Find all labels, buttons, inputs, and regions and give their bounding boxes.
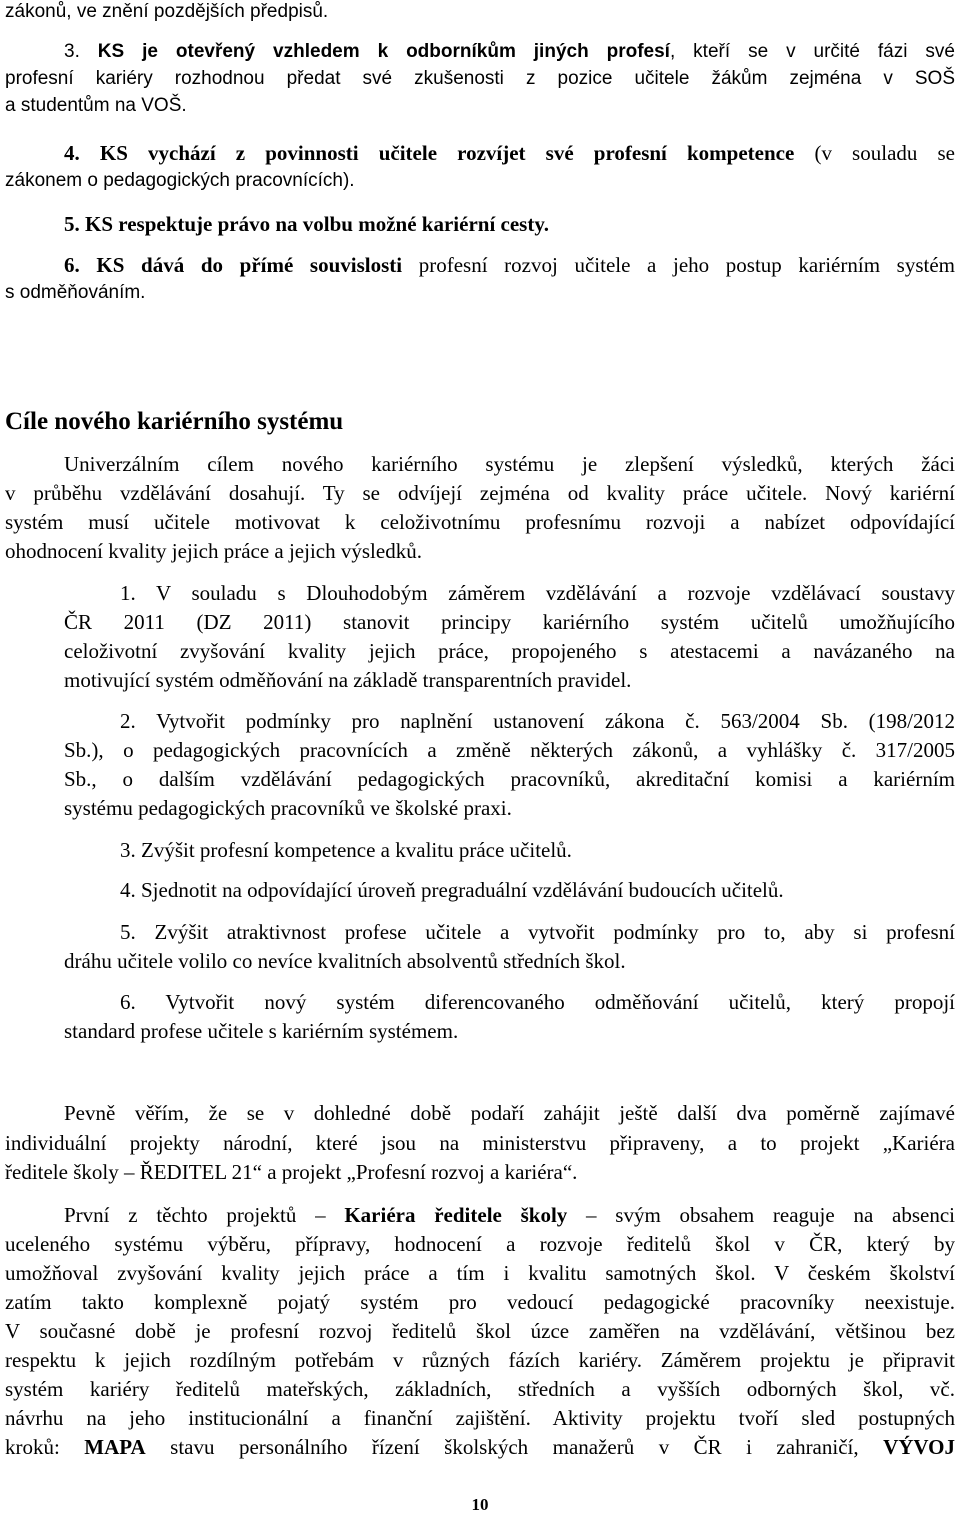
intro-line-1: Univerzálním cílem nového kariérního systému je zlepšení výsledků, kterých žáci <box>64 452 955 476</box>
item-number: 6. <box>64 253 80 277</box>
goal-2-line-3: Sb., o dalším vzdělávání pedagogických pracovníků, akreditační komisi a kariérním <box>64 767 955 791</box>
item-number: 4. <box>64 141 80 165</box>
closing-p2-line-8: návrhu na jeho institucionální a finanční zajištění. Aktivity projektu tvoří sled postupných <box>5 1406 955 1430</box>
item-bold-text: KS vychází z povinnosti učitele rozvíjet své profesní kompetence <box>99 141 795 165</box>
p2-bold-vyvoj: VÝVOJ <box>883 1435 956 1459</box>
p2-bold-mapa: MAPA <box>84 1435 146 1459</box>
goal-1-line-4: motivující systém odměňování na základě transparentních pravidel. <box>64 668 632 692</box>
list-item-3-line2: profesní kariéry rozhodnou předat své zkušenosti z pozice učitele žákům zejména v SOŠ <box>5 68 955 89</box>
goal-5-line-1: 5. Zvýšit atraktivnost profese učitele a vytvořit podmínky pro to, aby si profesní <box>120 920 955 944</box>
p2-text: stavu personálního řízení školských manažerů v ČR i zahraničí, <box>145 1435 884 1459</box>
p2-text: První z těchto projektů – <box>64 1203 345 1227</box>
item-bold-text: KS je otevřený vzhledem k odborníkům jiných profesí <box>97 41 670 62</box>
closing-p1-line-1: Pevně věřím, že se v dohledné době podaří zahájit ještě další dva poměrně zajímavé <box>64 1101 955 1125</box>
goal-2-line-1: 2. Vytvořit podmínky pro naplnění ustanovení zákona č. 563/2004 Sb. (198/2012 <box>120 709 955 733</box>
closing-p1-line-3: ředitele školy – ŘEDITEL 21“ a projekt „Profesní rozvoj a kariéra“. <box>5 1160 578 1184</box>
goal-6-line-2: standard profese učitele s kariérním systémem. <box>64 1019 459 1043</box>
p2-text: kroků: <box>5 1435 85 1459</box>
item-bold-text: KS respektuje právo na volbu možné kariérní cesty. <box>85 212 549 236</box>
goal-6-line-1: 6. Vytvořit nový systém diferencovaného odměňování učitelů, který propojí <box>120 990 955 1014</box>
closing-p2-line-4: zatím takto komplexně pojatý systém pro vedoucí pedagogické pracovníky neexistuje. <box>5 1290 955 1314</box>
closing-p2-line-2: uceleného systému výběru, přípravy, hodnocení a rozvoje ředitelů škol v ČR, který by <box>5 1232 955 1256</box>
page-number: 10 <box>471 1495 489 1514</box>
list-item-3-line3: a studentům na VOŠ. <box>5 95 187 116</box>
closing-p2-line-9 <box>5 1435 955 1459</box>
item-text: , kteří se v určité fázi své <box>669 41 955 62</box>
list-item-6 <box>64 253 955 277</box>
goal-5-line-2: dráhu učitele volilo co nevíce kvalitních absolventů středních škol. <box>64 949 626 973</box>
closing-p1-line-2: individuální projekty národní, které jsou na ministerstvu připraveny, a to projekt „Kariéra <box>5 1131 955 1155</box>
closing-p2-line-5: V současné době je profesní rozvoj ředitelů škol úzce zaměřen na vzdělávání, většinou bez <box>5 1319 955 1343</box>
closing-p2-line-7: systém kariéry ředitelů mateřských, základních, středních a vyšších odborných škol, vč. <box>5 1377 955 1401</box>
goal-1-line-1: 1. V souladu s Dlouhodobým záměrem vzdělávání a rozvoje vzdělávací soustavy <box>120 581 955 605</box>
goal-4: 4. Sjednotit na odpovídající úroveň pregraduální vzdělávání budoucích učitelů. <box>120 878 784 902</box>
item-number: 3. <box>64 41 80 62</box>
item-text: (v souladu se <box>794 141 955 165</box>
item-bold-text: KS dává do přímé souvislosti <box>96 253 403 277</box>
goal-2-line-2: Sb.), o pedagogických pracovnících a změně některých zákonů, a vyhlášky č. 317/2005 <box>64 738 955 762</box>
list-item-3 <box>64 40 955 64</box>
intro-line-3: systém musí učitele motivovat k celoživotnímu profesnímu rozvoji a nabízet odpovídající <box>5 510 955 534</box>
list-item-5 <box>64 212 955 236</box>
list-item-4 <box>64 141 955 165</box>
list-item-6-line2: s odměňováním. <box>5 282 146 303</box>
list-item-4-line2: zákonem o pedagogických pracovnících). <box>5 170 355 191</box>
closing-p2-line-1 <box>64 1203 955 1227</box>
closing-p2-line-3: umožňoval zvyšování kvality jejich práce a tím i kvalitu samotných škol. V českém školství <box>5 1261 955 1285</box>
closing-p2-line-6: respektu k jejich rozdílným potřebám v různých fázích kariéry. Záměrem projektu je připravit <box>5 1348 955 1372</box>
p2-bold-project: Kariéra ředitele školy <box>344 1203 568 1227</box>
intro-line-2: v průběhu vzdělávání dosahují. Ty se odvíjejí zejména od kvality práce učitele. Nový kariérní <box>5 481 955 505</box>
goal-3: 3. Zvýšit profesní kompetence a kvalitu práce učitelů. <box>120 838 572 862</box>
p2-text: – svým obsahem reaguje na absenci <box>567 1203 955 1227</box>
section-heading: Cíle nového kariérního systému <box>5 408 344 435</box>
intro-line-4: ohodnocení kvality jejich práce a jejich výsledků. <box>5 539 422 563</box>
goal-2-line-4: systému pedagogických pracovníků ve školské praxi. <box>64 796 512 820</box>
list-continuation-line: zákonů, ve znění pozdějších předpisů. <box>5 1 329 22</box>
item-number: 5. <box>64 212 80 236</box>
goal-1-line-2: ČR 2011 (DZ 2011) stanovit principy kariérního systém učitelů umožňujícího <box>64 610 955 634</box>
item-text: profesní rozvoj učitele a jeho postup kariérním systém <box>402 253 955 277</box>
goal-1-line-3: celoživotní zvyšování kvality jejich práce, propojeného s atestacemi a navázaného na <box>64 639 955 663</box>
